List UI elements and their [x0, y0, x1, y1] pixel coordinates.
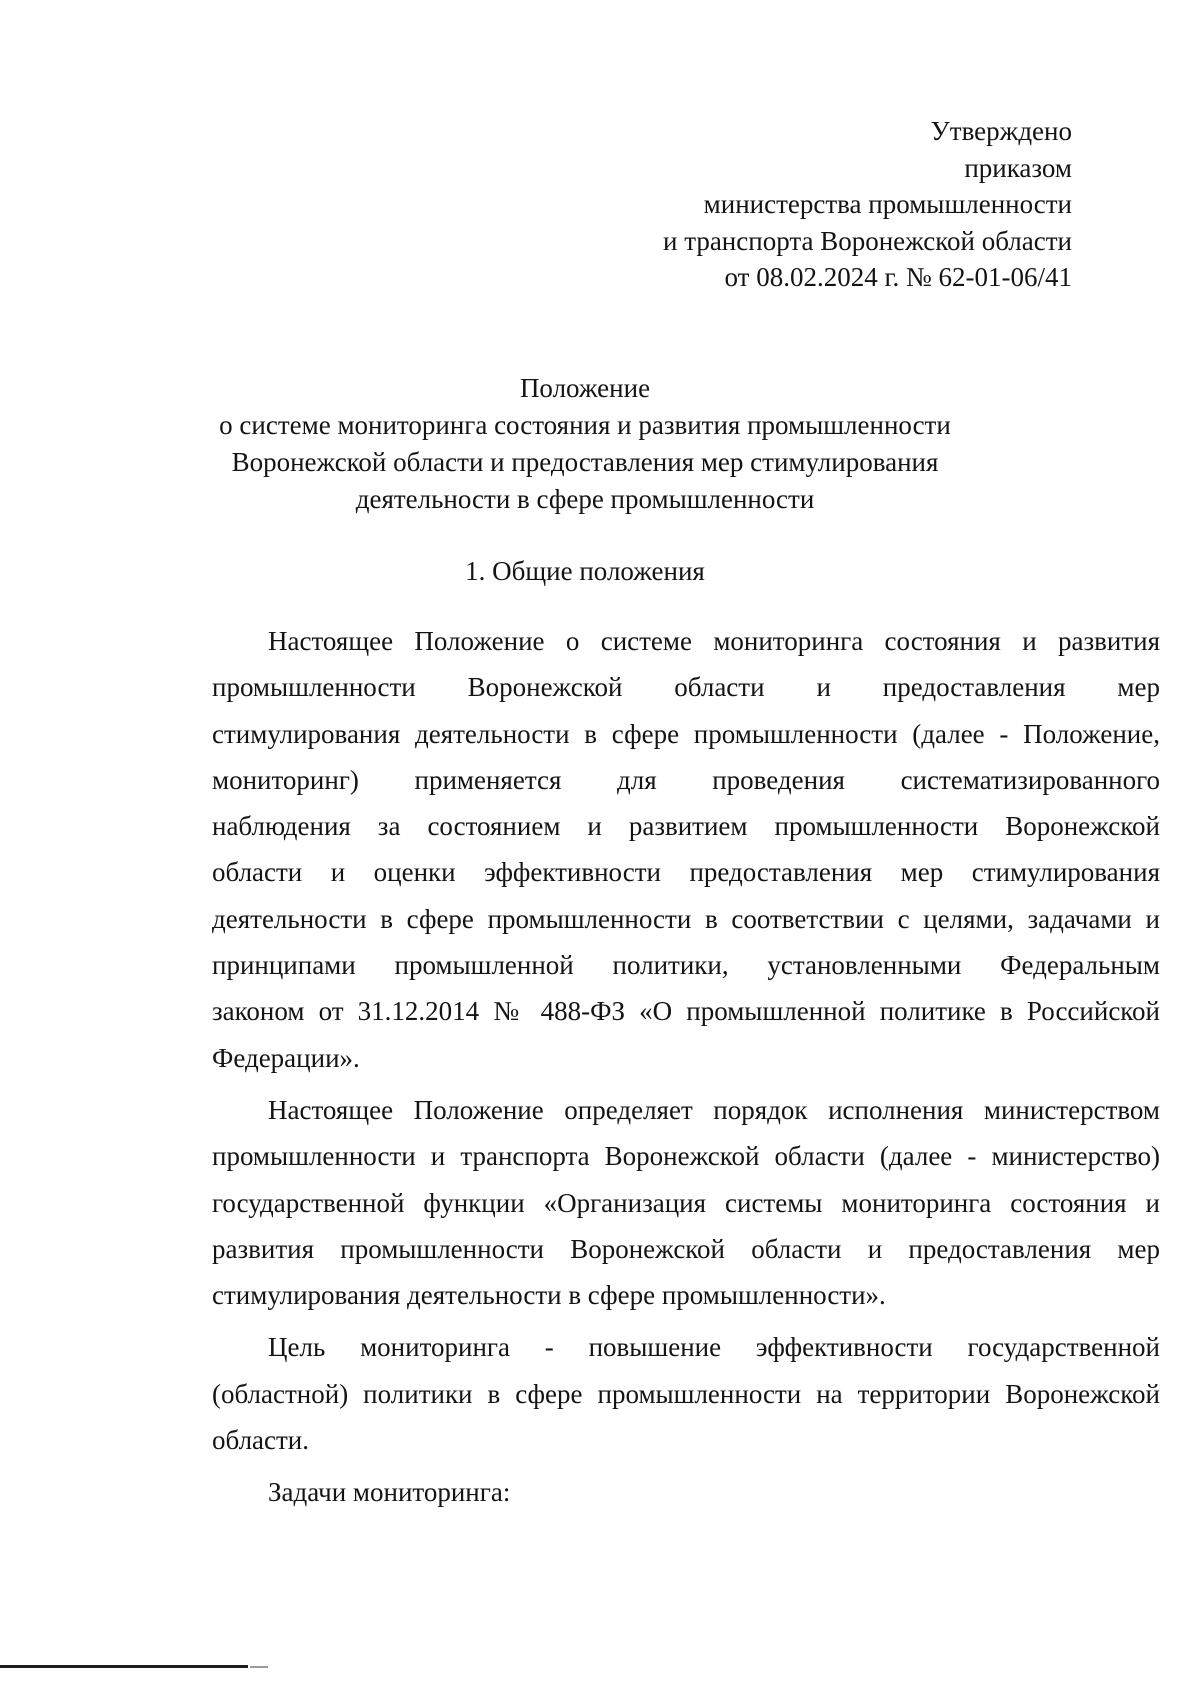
paragraph-4	[212, 1469, 1160, 1515]
paragraph-line: стимулирования деятельности в сфере промышленности (далее - Положение,	[212, 718, 1160, 749]
paragraph-line: Задачи мониторинга:	[268, 1477, 511, 1508]
paragraph-line: государственной функции «Организация системы мониторинга состояния и	[212, 1187, 1160, 1218]
paragraph-line: принципами промышленной политики, установленными Федеральным	[212, 950, 1160, 981]
paragraph-line: законом от 31.12.2014 № 488-ФЗ «О промышленной политике в Российской	[212, 996, 1160, 1027]
paragraph-line: деятельности в сфере промышленности в соответствии с целями, задачами и	[212, 903, 1160, 934]
approval-line-order: приказом	[964, 152, 1072, 183]
paragraph-1	[212, 618, 1160, 1081]
paragraph-line: Настоящее Положение определяет порядок исполнения министерством	[268, 1094, 1160, 1125]
approval-line-date-number: от 08.02.2024 г. № 62-01-06/41	[724, 262, 1072, 292]
title-line-4: деятельности в сфере промышленности	[355, 484, 815, 514]
title-line-2: о системе мониторинга состояния и развития промышленности	[219, 410, 951, 440]
title-line-1: Положение	[519, 373, 651, 403]
section-heading: 1. Общие положения	[465, 556, 705, 586]
paragraph-line: области.	[212, 1425, 310, 1456]
approval-line-ministry: министерства промышленности	[703, 189, 1072, 219]
paragraph-line: мониторинг) применяется для проведения систематизированного	[212, 764, 1160, 795]
paragraph-line: промышленности и транспорта Воронежской области (далее - министерство)	[212, 1141, 1160, 1172]
title-line-3: Воронежской области и предоставления мер стимулирования	[231, 447, 939, 477]
paragraph-line: области и оценки эффективности предоставления мер стимулирования	[212, 857, 1160, 888]
footnote-separator-tail	[250, 1666, 268, 1668]
body-text	[212, 618, 1160, 1522]
paragraph-line: наблюдения за состоянием и развитием промышленности Воронежской	[212, 811, 1160, 842]
paragraph-3	[212, 1324, 1160, 1463]
paragraph-line: (областной) политики в сфере промышленности на территории Воронежской	[212, 1378, 1160, 1409]
approval-line-ministry-cont: и транспорта Воронежской области	[663, 225, 1072, 256]
paragraph-line: промышленности Воронежской области и предоставления мер	[212, 672, 1160, 703]
paragraph-2	[212, 1087, 1160, 1318]
paragraph-line: Федерации».	[212, 1042, 360, 1073]
paragraph-line: развития промышленности Воронежской области и предоставления мер	[212, 1233, 1160, 1264]
paragraph-line: стимулирования деятельности в сфере промышленности».	[212, 1280, 886, 1311]
document-title	[180, 370, 990, 518]
footnote-separator	[0, 1665, 248, 1668]
approval-line-approved: Утверждено	[930, 116, 1072, 146]
approval-stamp-block	[552, 113, 1072, 296]
paragraph-line: Цель мониторинга - повышение эффективности государственной	[268, 1332, 1160, 1363]
paragraph-line: Настоящее Положение о системе мониторинга состояния и развития	[268, 626, 1160, 656]
